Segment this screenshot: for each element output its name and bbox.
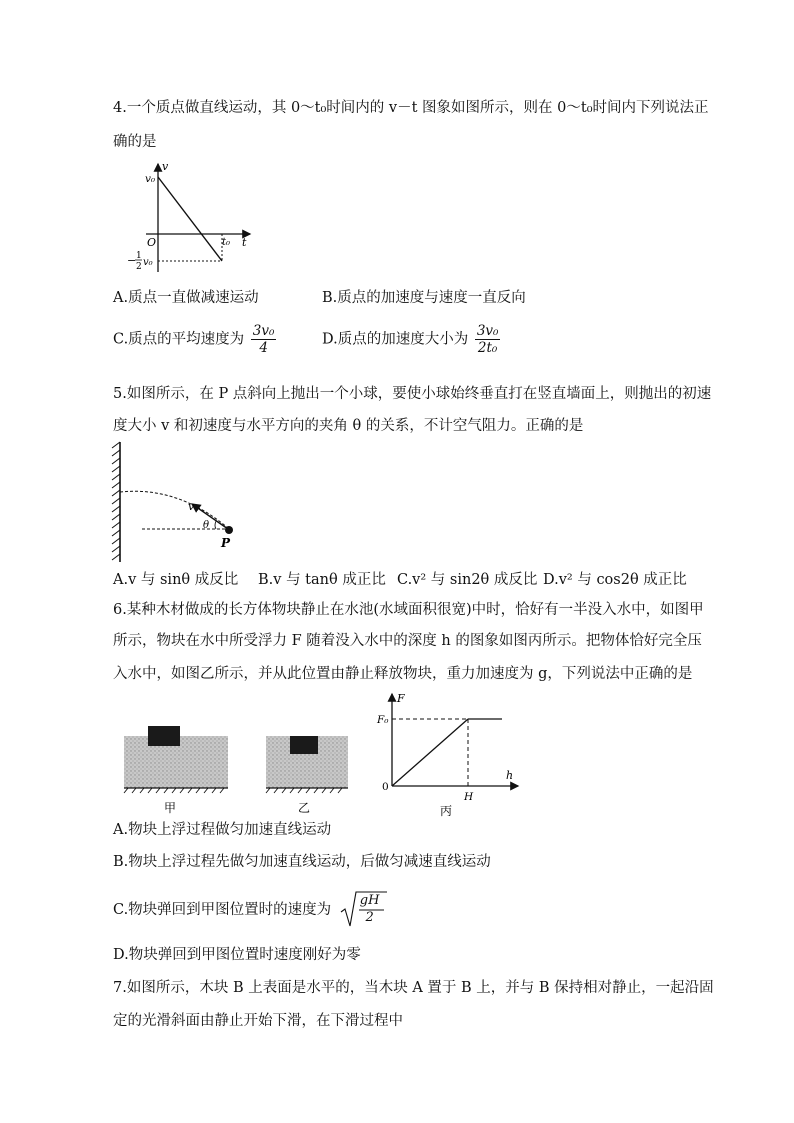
q4-vt-graph — [128, 160, 258, 282]
q4-option-d-fraction — [475, 323, 501, 356]
q5-velocity-arrow — [192, 504, 228, 529]
q6-option-c — [113, 890, 388, 930]
q6-option-b: B.物块上浮过程先做匀加速直线运动，后做匀减速直线运动 — [113, 854, 491, 870]
q5-stem-line2: 度大小 v 和初速度与水平方向的夹角 θ 的关系，不计空气阻力。正确的是 — [113, 418, 584, 434]
q5-trajectory — [120, 491, 228, 528]
q6-bing-label: 丙 — [440, 804, 453, 818]
q6-figure-yi — [264, 718, 350, 822]
q6-figure-jia — [122, 718, 230, 822]
q4-origin-label: O — [147, 236, 157, 249]
q5-option-d: D.v² 与 cos2θ 成正比 — [543, 572, 687, 588]
q4-v0-label: v₀ — [145, 173, 156, 185]
q5-theta-label: θ — [203, 520, 210, 531]
q6-jia-label: 甲 — [164, 801, 177, 815]
q4-d-den: 2t₀ — [477, 340, 498, 356]
q5-wall-hatch — [112, 442, 120, 560]
q4-neg-num: 1 — [136, 251, 142, 261]
q4-d-num: 3v₀ — [476, 323, 499, 339]
q7-stem-line2: 定的光滑斜面由静止开始下滑，在下滑过程中 — [113, 1013, 403, 1029]
q4-t-label: t — [242, 236, 247, 249]
q6-stem-line1: 6.某种木材做成的长方体物块静止在水池(水域面积很宽)中时，恰好有一半没入水中，如图甲 — [113, 602, 704, 618]
q5-p-label: P — [221, 536, 231, 550]
q4-option-d-text: D.质点的加速度大小为 — [322, 331, 469, 348]
q6-origin-label: 0 — [382, 781, 389, 793]
q6-option-c-sqrt — [340, 890, 388, 930]
q4-option-c-fraction — [251, 323, 277, 356]
q4-stem-line1: 4.一个质点做直线运动，其 0～t₀时间内的 v－t 图象如图所示，则在 0～t₀时间内下列说法正 — [113, 100, 709, 116]
q5-option-c: C.v² 与 sin2θ 成反比 — [397, 572, 538, 588]
q6-yi-block — [290, 736, 318, 754]
q4-c-den: 4 — [259, 340, 268, 356]
q6-F0-label: F₀ — [377, 714, 389, 726]
q5-stem-line1: 5.如图所示，在 P 点斜向上抛出一个小球，要使小球始终垂直打在竖直墙面上，则抛出的初速 — [113, 386, 712, 402]
q6-option-a: A.物块上浮过程做匀加速直线运动 — [113, 822, 332, 838]
q5-option-b: B.v 与 tanθ 成正比 — [258, 572, 386, 588]
q5-v-label: v — [188, 500, 195, 513]
q4-option-a: A.质点一直做减速运动 — [113, 290, 259, 306]
q6-jia-block — [148, 726, 180, 746]
q6-yi-label: 乙 — [298, 801, 311, 815]
q6-c-num: gH — [359, 893, 380, 908]
q7-stem-line1: 7.如图所示，木块 B 上表面是水平的，当木块 A 置于 B 上，并与 B 保持相对静止，一起沿固 — [113, 980, 714, 996]
q5-option-a: A.v 与 sinθ 成反比 — [113, 572, 239, 588]
q5-point-p — [225, 526, 233, 534]
q6-F-label: F — [397, 692, 405, 705]
q4-option-b: B.质点的加速度与速度一直反向 — [322, 290, 526, 306]
q4-option-c-text: C.质点的平均速度为 — [113, 331, 245, 348]
q6-F-rise-line — [392, 719, 468, 786]
q5-projectile-figure — [108, 440, 248, 569]
q6-option-d: D.物块弹回到甲图位置时速度刚好为零 — [113, 947, 361, 963]
q6-h-label: h — [506, 769, 514, 782]
q4-stem-line2: 确的是 — [113, 134, 157, 150]
q4-v-label: v — [162, 160, 169, 173]
q6-option-c-text: C.物块弹回到甲图位置时的速度为 — [113, 902, 332, 918]
q4-c-num: 3v₀ — [252, 323, 275, 339]
q6-figure-bing — [378, 690, 526, 822]
q6-stem-line3: 入水中，如图乙所示，并从此位置由静止释放物块，重力加速度为 g，下列说法中正确的是 — [113, 666, 693, 682]
q4-neg-sym: v₀ — [143, 257, 153, 268]
q6-stem-line2: 所示，物块在水中所受浮力 F 随着没入水中的深度 h 的图象如图丙所示。把物体恰好完全压 — [113, 633, 702, 649]
q4-vt-line — [158, 177, 222, 261]
q4-t0-label: t₀ — [222, 237, 231, 248]
q6-c-den: 2 — [365, 910, 374, 925]
q4-option-c — [113, 323, 276, 356]
q4-option-d — [322, 323, 500, 356]
q4-neg-den: 2 — [136, 262, 142, 272]
q6-H-label: H — [464, 791, 474, 803]
q4-neg-sign: − — [127, 254, 137, 267]
